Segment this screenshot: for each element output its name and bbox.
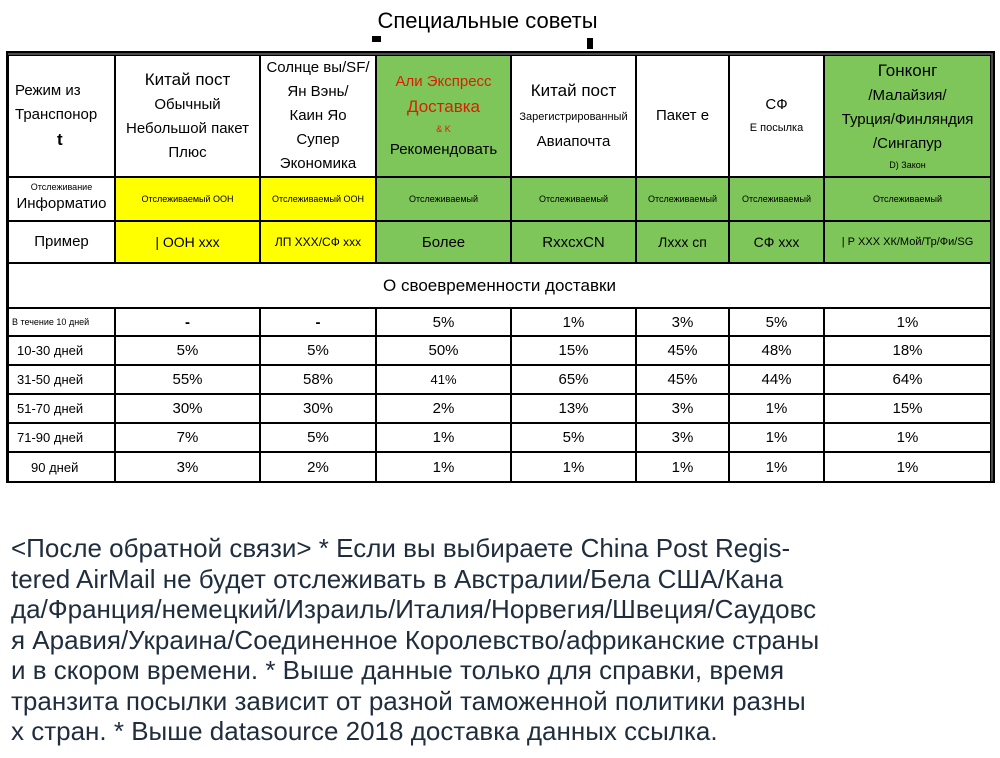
value-cell: 65% [511,365,636,394]
tracking-label-line: Отслеживание [30,182,93,192]
header-mode-line: t [57,130,63,149]
header-line: СФ [765,96,788,113]
tracking-cell: Отслеживаемый [824,177,991,221]
header-line: Китай пост [530,81,617,100]
tracking-cell: Отслеживаемый ООН [260,177,376,221]
value-cell: 13% [511,394,636,423]
tracking-label-line: Информатио [16,195,107,212]
value-cell: 3% [636,423,729,452]
value-cell: 30% [115,394,260,423]
value-cell: 58% [260,365,376,394]
row-label: 90 дней [8,452,115,482]
header-line: Али Экспресс [395,73,492,90]
example-row [8,221,991,263]
example-cell: | ООН xxx [115,221,260,263]
row-label: В течение 10 дней [8,308,115,336]
header-line: /Сингапур [873,135,942,152]
value-cell: 1% [824,423,991,452]
table-row [8,452,991,482]
header-line: Плюс [168,144,207,161]
header-sunyou [260,55,376,177]
value-cell: - [115,308,260,336]
value-cell: 5% [511,423,636,452]
tracking-cell: Отслеживаемый [511,177,636,221]
value-cell: 44% [729,365,824,394]
header-line: Е посылка [749,122,804,134]
header-line: Турция/Финляндия [841,111,974,128]
header-sf-eparcel [729,55,824,177]
value-cell: 1% [376,452,511,482]
value-cell: 64% [824,365,991,394]
tracking-cell: Отслеживаемый [729,177,824,221]
value-cell: 41% [376,365,511,394]
value-cell: 1% [376,423,511,452]
header-row [8,55,991,177]
value-cell: 5% [729,308,824,336]
value-cell: 1% [511,452,636,482]
header-line: Небольшой пакет [125,120,249,137]
table-row [8,336,991,365]
header-line: Пакет е [655,107,710,124]
value-cell: 1% [824,452,991,482]
header-line: Гонконг [877,61,938,80]
title-mark-left [372,36,381,42]
value-cell: 3% [115,452,260,482]
value-cell: 48% [729,336,824,365]
tracking-label [8,177,115,221]
row-label: 51-70 дней [8,394,115,423]
header-line: Солнце вы/SF/ [266,59,370,76]
example-cell: ЛП ХХХ/СФ xxx [260,221,376,263]
header-line: Доставка [406,97,480,116]
example-cell: Лххх сп [636,221,729,263]
value-cell: 45% [636,365,729,394]
value-cell: 3% [636,308,729,336]
header-line: /Малайзия/ [868,87,947,104]
header-line: Ян Вэнь/ [287,83,349,100]
value-cell: 18% [824,336,991,365]
table-row [8,423,991,452]
header-china-post-small [115,55,260,177]
header-line: Каин Яо [289,107,347,124]
row-label: 71-90 дней [8,423,115,452]
value-cell: 1% [729,452,824,482]
value-cell: 1% [511,308,636,336]
value-cell: 5% [115,336,260,365]
tracking-cell: Отслеживаемый [636,177,729,221]
value-cell: 1% [729,394,824,423]
value-cell: 2% [376,394,511,423]
value-cell: 7% [115,423,260,452]
header-line: Зарегистрированный [519,111,628,123]
header-hongkong [824,55,991,177]
value-cell: 5% [260,336,376,365]
header-mode-line: Транспонор [15,106,98,123]
example-cell: RxxcxCN [511,221,636,263]
value-cell: 15% [511,336,636,365]
value-cell: 1% [824,308,991,336]
title-mark-right [587,38,593,49]
shipping-comparison-table [8,55,991,482]
header-line: Авиапочта [536,133,611,150]
value-cell: 30% [260,394,376,423]
value-cell: 45% [636,336,729,365]
example-cell: Более [376,221,511,263]
value-cell: 50% [376,336,511,365]
tracking-cell: Отслеживаемый ООН [115,177,260,221]
table-row [8,394,991,423]
header-line: Экономика [279,155,357,172]
value-cell: 55% [115,365,260,394]
header-line: Китай пост [144,70,231,89]
header-line: Супер [296,131,340,148]
section-title: О своевременности доставки [8,263,991,308]
header-mode-cell [8,55,115,177]
example-label: Пример [8,221,115,263]
example-cell: | Р ХХХ ХК/Мой/Тр/Фи/SG [824,221,991,263]
header-line: Обычный [154,96,221,113]
value-cell: 5% [260,423,376,452]
example-cell: СФ xxx [729,221,824,263]
header-china-post-registered [511,55,636,177]
value-cell: 15% [824,394,991,423]
value-cell: 2% [260,452,376,482]
row-label: 31-50 дней [8,365,115,394]
tracking-cell: Отслеживаемый [376,177,511,221]
row-label: 10-30 дней [8,336,115,365]
value-cell: 3% [636,394,729,423]
section-row [8,263,991,308]
tracking-row [8,177,991,221]
footnote-text: <После обратной связи> * Если вы выбираете China Post Regis- tered AirMail не будет отслеживать в Австралии/Бела США/Кана да/Франция/немецкий/Израиль/Италия/Норвегия/Швеция/Саудовс я Аравия/Украина/Соединенное Королевство/африканские страны и в скором времени. * Выше данные только для справки, время транзита посылки зависит от разной таможенной политики разны х стран. * Выше datasource 2018 доставка данных ссылка. [11,533,820,746]
table-row [8,365,991,394]
table-row [8,308,991,336]
page-title: Специальные советы [377,8,598,33]
header-epacket [636,55,729,177]
header-line: D) Закон [889,160,926,170]
value-cell: - [260,308,376,336]
value-cell: 1% [729,423,824,452]
value-cell: 1% [636,452,729,482]
header-line: & K [436,124,451,134]
header-mode-line: Режим из [15,82,81,99]
value-cell: 5% [376,308,511,336]
header-aliexpress [376,55,511,177]
header-line: Рекомендовать [389,141,498,158]
